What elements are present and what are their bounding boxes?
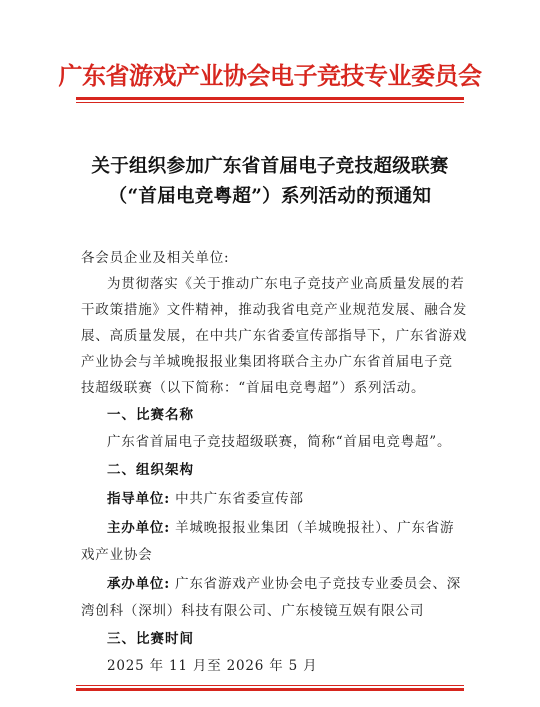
- section-text: 2025 年 11 月至 2026 年 5 月: [107, 658, 318, 674]
- section-heading: 三、比赛时间: [107, 631, 194, 647]
- intro-line: 技超级联赛（以下简称：“首届电竞粤超”）系列活动。: [81, 380, 426, 396]
- guide-unit-label: 指导单位:: [107, 491, 170, 507]
- host-unit-value-cont: 戏产业协会: [81, 547, 153, 563]
- intro-line: 展、高质量发展，在中共广东省委宣传部指导下，广东省游戏: [81, 328, 468, 344]
- intro-line: 产业协会与羊城晚报报业集团将联合主办广东省首届电子竞: [81, 354, 453, 370]
- intro-line: 为贯彻落实《关于推动广东电子竞技产业高质量发展的若: [107, 276, 465, 292]
- notice-title-line1: 关于组织参加广东省首届电子竞技超级联赛: [91, 156, 449, 177]
- footer-divider-thick: [76, 688, 464, 691]
- organizer-unit-label: 承办单位:: [107, 576, 170, 592]
- organizer-unit-value: 广东省游戏产业协会电子竞技专业委员会、深: [175, 576, 462, 592]
- organizer-unit-value-cont: 湾创科（深圳）科技有限公司、广东棱镜互娱有限公司: [81, 603, 425, 619]
- host-unit-value: 羊城晚报报业集团（羊城晚报社）、广东省游: [175, 520, 455, 536]
- section-heading: 一、比赛名称: [107, 407, 194, 423]
- salutation: 各会员企业及相关单位:: [81, 250, 230, 266]
- section-text: 广东省首届电子竞技超级联赛，简称“首届电竞粤超”。: [107, 434, 452, 450]
- guide-unit-row: [107, 487, 304, 507]
- host-unit-label: 主办单位:: [107, 520, 170, 536]
- organizer-unit-row: [107, 572, 461, 592]
- org-header-title: 广东省游戏产业协会电子竞技专业委员会: [58, 61, 482, 90]
- intro-line: 干政策措施》文件精神，推动我省电竞产业规范发展、融合发: [81, 302, 468, 318]
- guide-unit-value: 中共广东省委宣传部: [175, 491, 304, 507]
- notice-title-line2: （“首届电竞粤超”）系列活动的预通知: [108, 186, 432, 207]
- footer-divider-thin: [76, 685, 464, 686]
- header-divider-thick: [76, 97, 464, 100]
- header-divider-thin: [76, 102, 464, 103]
- section-heading: 二、组织架构: [107, 462, 194, 478]
- host-unit-row: [107, 516, 454, 536]
